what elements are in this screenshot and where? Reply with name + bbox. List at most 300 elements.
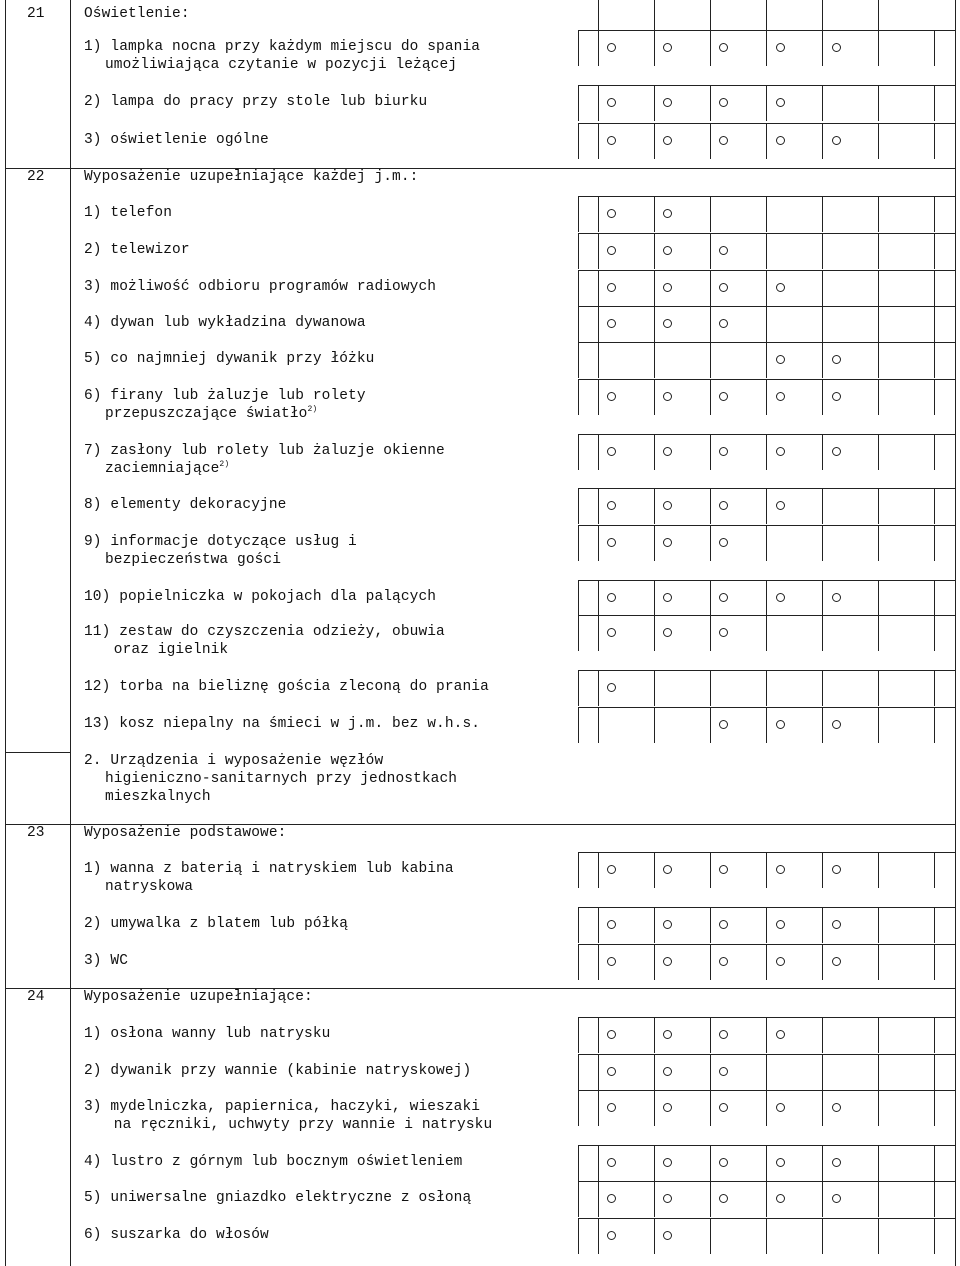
requirement-circle-mark [663,1067,672,1076]
category-column-divider [654,306,655,342]
category-column-divider [598,434,599,470]
requirement-circle-mark [719,501,728,510]
category-column-divider [934,1145,935,1181]
category-column-divider [766,30,767,66]
requirement-circle-mark [776,392,785,401]
row-separator [578,615,956,616]
requirement-circle-mark [663,628,672,637]
row-separator [578,1090,956,1091]
category-column-divider [766,1218,767,1254]
category-column-divider [934,525,935,561]
requirement-circle-mark [607,136,616,145]
requirement-circle-mark [607,392,616,401]
requirement-circle-mark [719,447,728,456]
category-column-divider [934,1090,935,1126]
category-column-divider [934,580,935,616]
requirement-circle-mark [663,283,672,292]
requirement-text: 13) kosz niepalny na śmieci w j.m. bez w.h.s. [84,716,481,732]
category-column-divider [654,434,655,470]
category-column-divider [934,488,935,524]
requirement-circle-mark [607,1103,616,1112]
requirement-circle-mark [776,1103,785,1112]
requirement-text: na ręczniki, uchwyty przy wannie i natrysku [105,1117,493,1133]
category-column-divider [934,233,935,269]
category-column-divider [822,1145,823,1181]
category-column-divider [654,196,655,232]
category-column-divider [934,852,935,888]
requirement-text: 4) dywan lub wykładzina dywanowa [84,315,366,331]
category-column-divider [654,0,655,30]
category-column-divider [710,852,711,888]
requirement-circle-mark [607,920,616,929]
requirement-circle-mark [719,957,728,966]
category-column-divider [766,379,767,415]
category-column-divider [878,434,879,470]
row-separator [578,379,956,380]
category-column-divider [934,944,935,980]
category-column-divider [654,123,655,159]
category-column-divider [578,233,579,269]
category-column-divider [710,434,711,470]
requirement-text: 5) co najmniej dywanik przy łóżku [84,351,375,367]
category-column-divider [822,123,823,159]
category-column-divider [766,306,767,342]
requirement-circle-mark [719,246,728,255]
category-column-divider [710,85,711,121]
row-separator [578,488,956,489]
category-column-divider [822,379,823,415]
category-column-divider [766,1017,767,1053]
requirement-circle-mark [832,136,841,145]
category-column-divider [878,1054,879,1090]
category-column-divider [822,434,823,470]
requirement-circle-mark [607,538,616,547]
category-column-divider [822,85,823,121]
category-column-divider [710,1017,711,1053]
requirement-circle-mark [719,136,728,145]
category-column-divider [578,1218,579,1254]
requirement-text: przepuszczające światło$^{2)}$ [105,405,318,422]
category-column-divider [654,379,655,415]
category-column-divider [654,615,655,651]
requirement-circle-mark [663,865,672,874]
category-column-divider [578,196,579,232]
requirement-text: natryskowa [105,879,194,895]
category-column-divider [710,1181,711,1217]
category-column-divider [822,0,823,30]
category-column-divider [598,1181,599,1217]
category-column-divider [710,196,711,232]
requirement-text: oraz igielnik [105,642,229,658]
category-column-divider [710,342,711,378]
requirement-circle-mark [607,683,616,692]
requirement-circle-mark [663,1194,672,1203]
section-title: Wyposażenie podstawowe: [84,825,287,841]
category-column-divider [654,670,655,706]
category-column-divider [766,85,767,121]
row-separator [578,30,956,31]
requirement-circle-mark [719,98,728,107]
requirement-circle-mark [776,1030,785,1039]
row-separator [578,1218,956,1219]
requirement-circle-mark [776,1158,785,1167]
row-separator [578,852,956,853]
category-column-divider [878,233,879,269]
requirement-circle-mark [607,1231,616,1240]
requirement-text: 4) lustro z górnym lub bocznym oświetleniem [84,1154,463,1170]
category-column-divider [878,707,879,743]
requirement-circle-mark [776,501,785,510]
requirement-circle-mark [663,98,672,107]
category-column-divider [822,1054,823,1090]
requirement-circle-mark [663,957,672,966]
requirement-text: 1) lampka nocna przy każdym miejscu do spania [84,39,481,55]
row-separator [578,1054,956,1055]
table-left-border [5,0,6,1266]
category-column-divider [878,0,879,30]
requirement-circle-mark [776,920,785,929]
category-column-divider [878,1218,879,1254]
category-column-divider [598,615,599,651]
requirement-circle-mark [719,920,728,929]
requirement-circle-mark [832,447,841,456]
subsection-heading: higieniczno-sanitarnych przy jednostkach [105,771,458,787]
requirement-circle-mark [832,593,841,602]
requirement-text: 6) firany lub żaluzje lub rolety [84,388,366,404]
category-column-divider [598,123,599,159]
category-column-divider [822,580,823,616]
category-column-divider [934,707,935,743]
requirement-circle-mark [832,1103,841,1112]
category-column-divider [766,488,767,524]
category-column-divider [878,1145,879,1181]
category-column-divider [934,30,935,66]
category-column-divider [822,944,823,980]
category-column-divider [578,306,579,342]
category-column-divider [878,270,879,306]
requirement-circle-mark [776,447,785,456]
requirement-circle-mark [719,628,728,637]
section-title: Wyposażenie uzupełniające: [84,989,313,1005]
category-column-divider [878,85,879,121]
category-column-divider [878,1017,879,1053]
category-column-divider [578,907,579,943]
category-column-divider [710,580,711,616]
requirement-circle-mark [607,43,616,52]
category-column-divider [934,615,935,651]
requirement-circle-mark [607,1158,616,1167]
category-column-divider [766,615,767,651]
category-column-divider [654,233,655,269]
category-column-divider [878,306,879,342]
row-separator [578,580,956,581]
category-column-divider [578,123,579,159]
requirement-circle-mark [607,209,616,218]
category-column-divider [598,1017,599,1053]
category-column-divider [598,1090,599,1126]
requirement-circle-mark [776,593,785,602]
requirement-text: 3) możliwość odbioru programów radiowych [84,279,437,295]
category-column-divider [654,1054,655,1090]
row-separator [578,123,956,124]
category-column-divider [766,580,767,616]
category-column-divider [710,944,711,980]
row-separator [578,233,956,234]
table-right-border [955,0,956,1266]
category-column-divider [766,196,767,232]
requirement-circle-mark [719,1067,728,1076]
row-separator [578,1017,956,1018]
requirement-circle-mark [719,392,728,401]
category-column-divider [654,1017,655,1053]
category-column-divider [878,670,879,706]
category-column-divider [654,342,655,378]
requirement-circle-mark [607,1067,616,1076]
category-column-divider [822,1090,823,1126]
subsection-heading: mieszkalnych [105,789,211,805]
requirement-circle-mark [719,865,728,874]
category-column-divider [598,196,599,232]
category-column-divider [710,670,711,706]
category-column-divider [598,233,599,269]
category-column-divider [598,852,599,888]
requirement-circle-mark [663,1030,672,1039]
requirement-circle-mark [663,447,672,456]
category-column-divider [598,30,599,66]
category-column-divider [654,488,655,524]
requirement-circle-mark [663,538,672,547]
requirement-circle-mark [663,392,672,401]
category-column-divider [710,379,711,415]
requirement-circle-mark [776,355,785,364]
requirement-circle-mark [663,43,672,52]
category-column-divider [934,306,935,342]
category-column-divider [822,342,823,378]
category-column-divider [766,852,767,888]
row-separator [578,525,956,526]
category-column-divider [598,580,599,616]
requirement-circle-mark [663,209,672,218]
category-column-divider [766,670,767,706]
requirement-circle-mark [663,246,672,255]
category-column-divider [934,342,935,378]
category-column-divider [578,434,579,470]
category-column-divider [654,944,655,980]
category-column-divider [654,1218,655,1254]
requirement-circle-mark [607,501,616,510]
category-column-divider [934,907,935,943]
requirement-circle-mark [832,43,841,52]
section-number: 24 [27,989,45,1005]
row-separator [578,342,956,343]
requirement-text: 1) telefon [84,205,173,221]
category-column-divider [578,270,579,306]
category-column-divider [598,944,599,980]
category-column-divider [710,1145,711,1181]
category-column-divider [598,1054,599,1090]
category-column-divider [822,1017,823,1053]
requirement-circle-mark [607,283,616,292]
category-column-divider [578,580,579,616]
category-column-divider [654,707,655,743]
category-column-divider [654,580,655,616]
category-column-divider [654,30,655,66]
category-column-divider [822,306,823,342]
category-column-divider [822,707,823,743]
category-column-divider [878,944,879,980]
category-column-divider [710,306,711,342]
requirement-circle-mark [776,136,785,145]
category-column-divider [578,1181,579,1217]
category-column-divider [598,670,599,706]
requirement-circle-mark [663,920,672,929]
requirement-circle-mark [607,319,616,328]
category-column-divider [878,379,879,415]
category-column-divider [934,123,935,159]
category-column-divider [766,233,767,269]
category-column-divider [710,615,711,651]
requirement-text: 2) umywalka z blatem lub półką [84,916,349,932]
category-column-divider [578,488,579,524]
requirement-circle-mark [719,319,728,328]
category-column-divider [878,525,879,561]
category-column-divider [578,379,579,415]
category-column-divider [654,1181,655,1217]
category-column-divider [934,1017,935,1053]
category-column-divider [766,270,767,306]
requirement-text: 8) elementy dekoracyjne [84,497,287,513]
requirement-text: 1) wanna z baterią i natryskiem lub kabina [84,861,454,877]
category-column-divider [766,707,767,743]
category-column-divider [654,1090,655,1126]
category-column-divider [710,707,711,743]
requirement-circle-mark [832,957,841,966]
category-column-divider [878,30,879,66]
category-column-divider [766,1181,767,1217]
requirement-text: 10) popielniczka w pokojach dla palących [84,589,437,605]
category-column-divider [766,342,767,378]
requirement-circle-mark [663,319,672,328]
category-column-divider [878,196,879,232]
requirement-circle-mark [607,447,616,456]
category-column-divider [598,379,599,415]
requirement-circle-mark [832,355,841,364]
section-rule [5,752,70,753]
category-column-divider [822,270,823,306]
number-column-border [70,0,71,1266]
requirement-text: 3) WC [84,953,129,969]
row-separator [578,944,956,945]
category-column-divider [598,270,599,306]
requirement-text: 11) zestaw do czyszczenia odzieży, obuwia [84,624,445,640]
requirement-text: 9) informacje dotyczące usług i [84,534,357,550]
category-column-divider [934,670,935,706]
requirement-circle-mark [832,920,841,929]
category-column-divider [822,852,823,888]
requirement-circle-mark [776,43,785,52]
category-column-divider [822,1181,823,1217]
category-column-divider [710,270,711,306]
category-column-divider [766,525,767,561]
category-column-divider [578,1145,579,1181]
category-column-divider [878,615,879,651]
category-column-divider [878,123,879,159]
requirement-circle-mark [607,246,616,255]
category-column-divider [578,342,579,378]
subsection-heading: 2. Urządzenia i wyposażenie węzłów [84,753,384,769]
category-column-divider [598,525,599,561]
row-separator [578,707,956,708]
category-column-divider [654,907,655,943]
category-column-divider [578,525,579,561]
category-column-divider [598,907,599,943]
row-separator [578,306,956,307]
category-column-divider [598,85,599,121]
requirement-circle-mark [607,1194,616,1203]
row-separator [578,85,956,86]
row-separator [578,434,956,435]
requirement-text: 3) mydelniczka, papiernica, haczyki, wieszaki [84,1099,481,1115]
category-column-divider [598,488,599,524]
category-column-divider [934,85,935,121]
requirement-circle-mark [607,1030,616,1039]
category-column-divider [822,670,823,706]
requirement-circle-mark [607,98,616,107]
requirement-text: 6) suszarka do włosów [84,1227,269,1243]
requirement-text: 12) torba na bieliznę gościa zleconą do prania [84,679,489,695]
requirement-circle-mark [719,538,728,547]
category-column-divider [766,944,767,980]
row-separator [578,270,956,271]
requirement-circle-mark [776,1194,785,1203]
category-column-divider [578,852,579,888]
category-column-divider [822,615,823,651]
category-column-divider [654,1145,655,1181]
requirement-circle-mark [663,136,672,145]
category-column-divider [766,123,767,159]
footnote-marker: 2) [219,460,230,469]
requirement-circle-mark [719,1030,728,1039]
requirement-circle-mark [719,1103,728,1112]
requirement-circle-mark [832,1194,841,1203]
category-column-divider [578,615,579,651]
category-column-divider [578,707,579,743]
requirement-circle-mark [719,720,728,729]
category-column-divider [822,525,823,561]
requirement-circle-mark [607,628,616,637]
category-column-divider [822,233,823,269]
category-column-divider [934,1054,935,1090]
category-column-divider [878,488,879,524]
category-column-divider [766,434,767,470]
requirement-circle-mark [663,1158,672,1167]
category-column-divider [878,852,879,888]
category-column-divider [822,30,823,66]
category-column-divider [822,488,823,524]
category-column-divider [878,1090,879,1126]
category-column-divider [710,1054,711,1090]
requirement-text: 7) zasłony lub rolety lub żaluzje okienne [84,443,445,459]
category-column-divider [578,1054,579,1090]
category-column-divider [766,1090,767,1126]
requirement-circle-mark [776,283,785,292]
category-column-divider [598,342,599,378]
requirement-circle-mark [776,865,785,874]
row-separator [578,670,956,671]
category-column-divider [766,1054,767,1090]
category-column-divider [710,0,711,30]
category-column-divider [878,580,879,616]
